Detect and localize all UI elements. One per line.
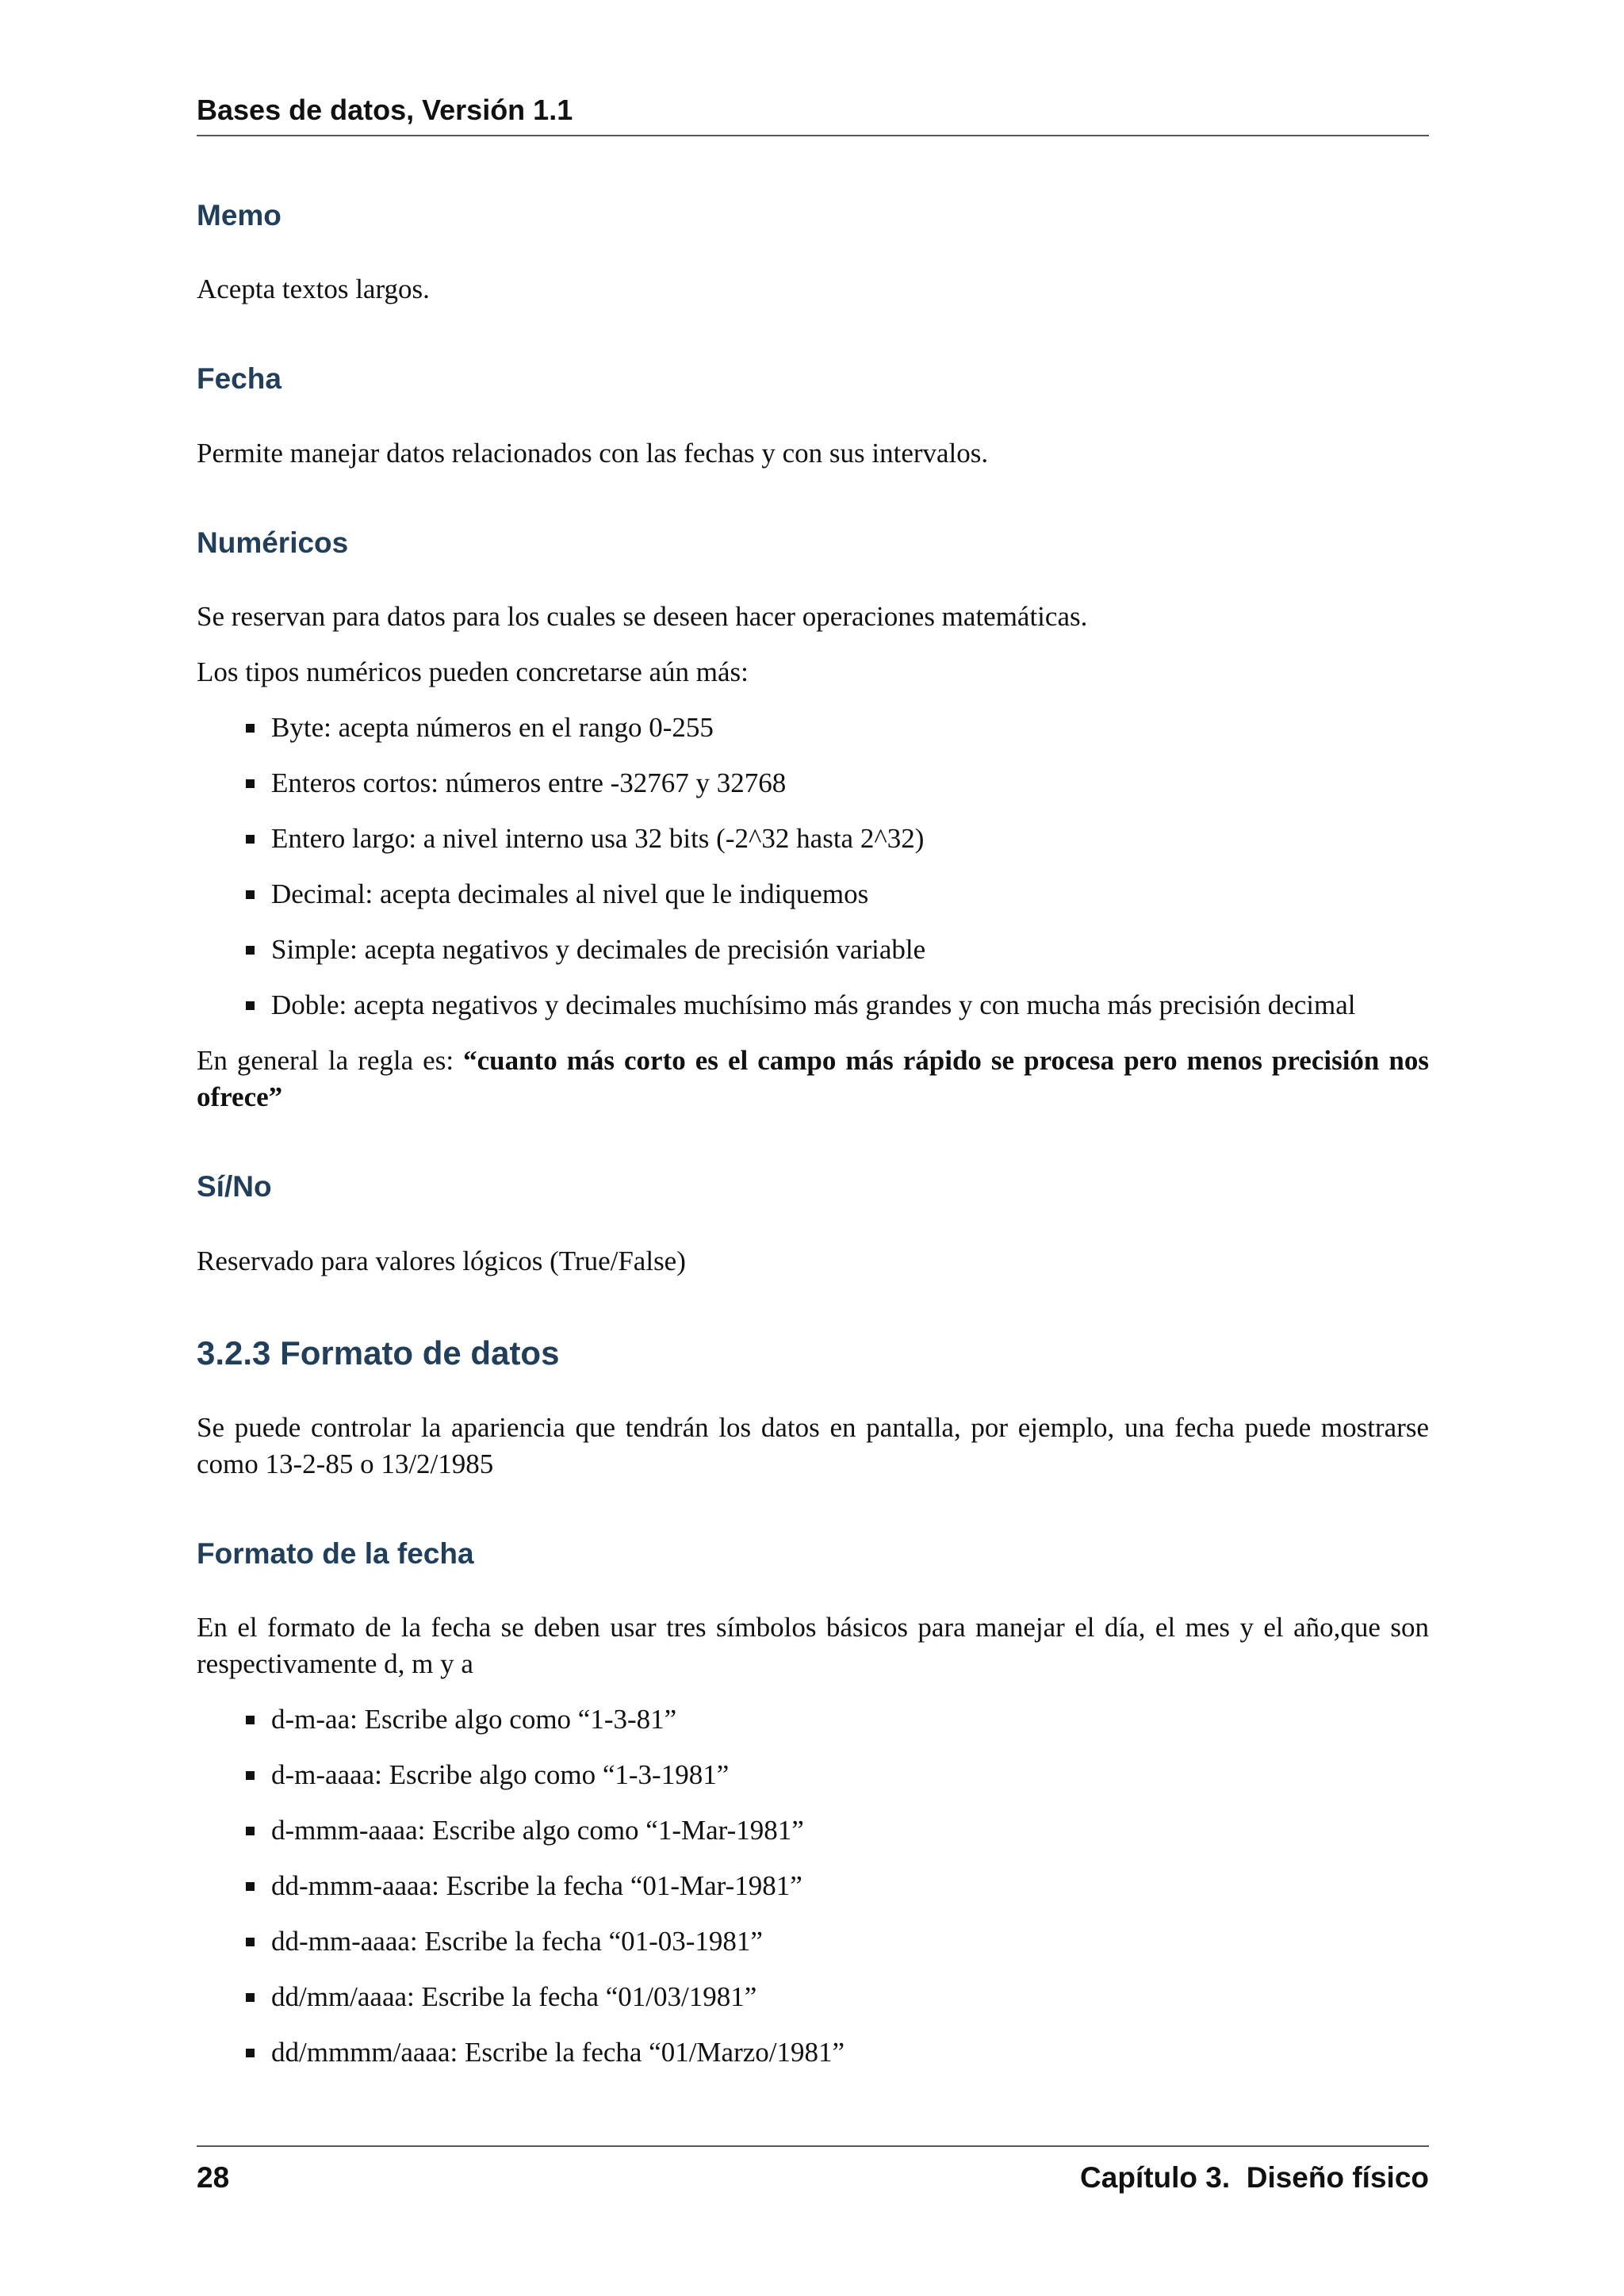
paragraph-numericos-2: Los tipos numéricos pueden concretarse aún más: <box>197 656 749 688</box>
list-item-text: d-mmm-aaaa: Escribe algo como “1-Mar-1981” <box>271 1815 804 1846</box>
list-item <box>197 1868 1429 1904</box>
list-item-text: Decimal: acepta decimales al nivel que le indiquemos <box>271 878 869 910</box>
paragraph-numericos-1: Se reservan para datos para los cuales se deseen hacer operaciones matemáticas. <box>197 601 1088 633</box>
heading-numericos: Numéricos <box>197 526 349 559</box>
paragraph-formato-datos: Se puede controlar la apariencia que tendrán los datos en pantalla, por ejemplo, una fecha puede mostrarse como 13-2-85 o 13/2/1985 <box>197 1411 1429 1479</box>
list-item <box>197 932 1429 968</box>
list-date-formats <box>197 1701 1429 2071</box>
document-page <box>197 0 1429 2296</box>
bullet-icon <box>246 1882 255 1891</box>
bullet-icon <box>246 2049 255 2057</box>
rule-quote: “cuanto más corto es el campo más rápido se procesa pero menos precisión nos ofrece” <box>197 1045 1429 1113</box>
list-item <box>197 1979 1429 2015</box>
running-header <box>197 87 1429 136</box>
list-item <box>197 1812 1429 1849</box>
list-item <box>197 821 1429 857</box>
list-item-text: dd-mm-aaaa: Escribe la fecha “01-03-1981” <box>271 1926 763 1957</box>
paragraph-fecha: Permite manejar datos relacionados con las fechas y con sus intervalos. <box>197 437 989 469</box>
heading-formato-fecha: Formato de la fecha <box>197 1536 474 1570</box>
list-item <box>197 1757 1429 1793</box>
list-item-text: dd/mm/aaaa: Escribe la fecha “01/03/1981” <box>271 1981 757 2013</box>
paragraph-si-no: Reservado para valores lógicos (True/False) <box>197 1245 686 1276</box>
bullet-icon <box>246 890 255 899</box>
paragraph-memo: Acepta textos largos. <box>197 274 430 305</box>
bullet-icon <box>246 724 255 733</box>
bullet-icon <box>246 1938 255 1946</box>
list-item-text: Enteros cortos: números entre -32767 y 32768 <box>271 767 787 799</box>
list-item-text: Simple: acepta negativos y decimales de precisión variable <box>271 934 926 966</box>
section-heading-formato-datos: 3.2.3 Formato de datos <box>197 1334 560 1372</box>
list-item-text: dd-mmm-aaaa: Escribe la fecha “01-Mar-1981” <box>271 1870 802 1902</box>
heading-fecha: Fecha <box>197 362 282 396</box>
heading-si-no: Sí/No <box>197 1170 272 1203</box>
list-item <box>197 987 1429 1024</box>
page-content <box>197 198 1429 2090</box>
paragraph-rule <box>197 1043 1429 1115</box>
page-number: 28 <box>197 2161 230 2194</box>
header-title: Bases de datos, Versión 1.1 <box>197 94 573 126</box>
heading-memo: Memo <box>197 199 282 232</box>
paragraph-formato-fecha: En el formato de la fecha se deben usar tres símbolos básicos para manejar el día, el mes y el año,que son respectivamente d, m y a <box>197 1612 1429 1680</box>
list-item <box>197 1923 1429 1960</box>
list-item-text: d-m-aaaa: Escribe algo como “1-3-1981” <box>271 1759 730 1791</box>
list-item-text: Doble: acepta negativos y decimales muchísimo más grandes y con mucha más precisión decimal <box>271 989 1356 1021</box>
list-item-text: d-m-aa: Escribe algo como “1-3-81” <box>271 1704 677 1735</box>
bullet-icon <box>246 946 255 955</box>
bullet-icon <box>246 1827 255 1835</box>
bullet-icon <box>246 1993 255 2002</box>
list-item <box>197 765 1429 802</box>
bullet-icon <box>246 835 255 844</box>
list-item <box>197 1701 1429 1738</box>
bullet-icon <box>246 1771 255 1780</box>
rule-prefix: En general la regla es: <box>197 1045 464 1077</box>
list-item-text: Entero largo: a nivel interno usa 32 bits (-2^32 hasta 2^32) <box>271 823 925 855</box>
bullet-icon <box>246 1001 255 1010</box>
bullet-icon <box>246 1716 255 1724</box>
list-item <box>197 876 1429 913</box>
bullet-icon <box>246 779 255 788</box>
running-footer <box>197 2145 1429 2202</box>
chapter-title: Capítulo 3. Diseño físico <box>1080 2161 1429 2194</box>
list-item-text: dd/mmmm/aaaa: Escribe la fecha “01/Marzo/1981” <box>271 2037 845 2068</box>
list-item <box>197 710 1429 746</box>
list-item <box>197 2034 1429 2071</box>
list-item-text: Byte: acepta números en el rango 0-255 <box>271 712 714 744</box>
list-numeric-types <box>197 710 1429 1024</box>
